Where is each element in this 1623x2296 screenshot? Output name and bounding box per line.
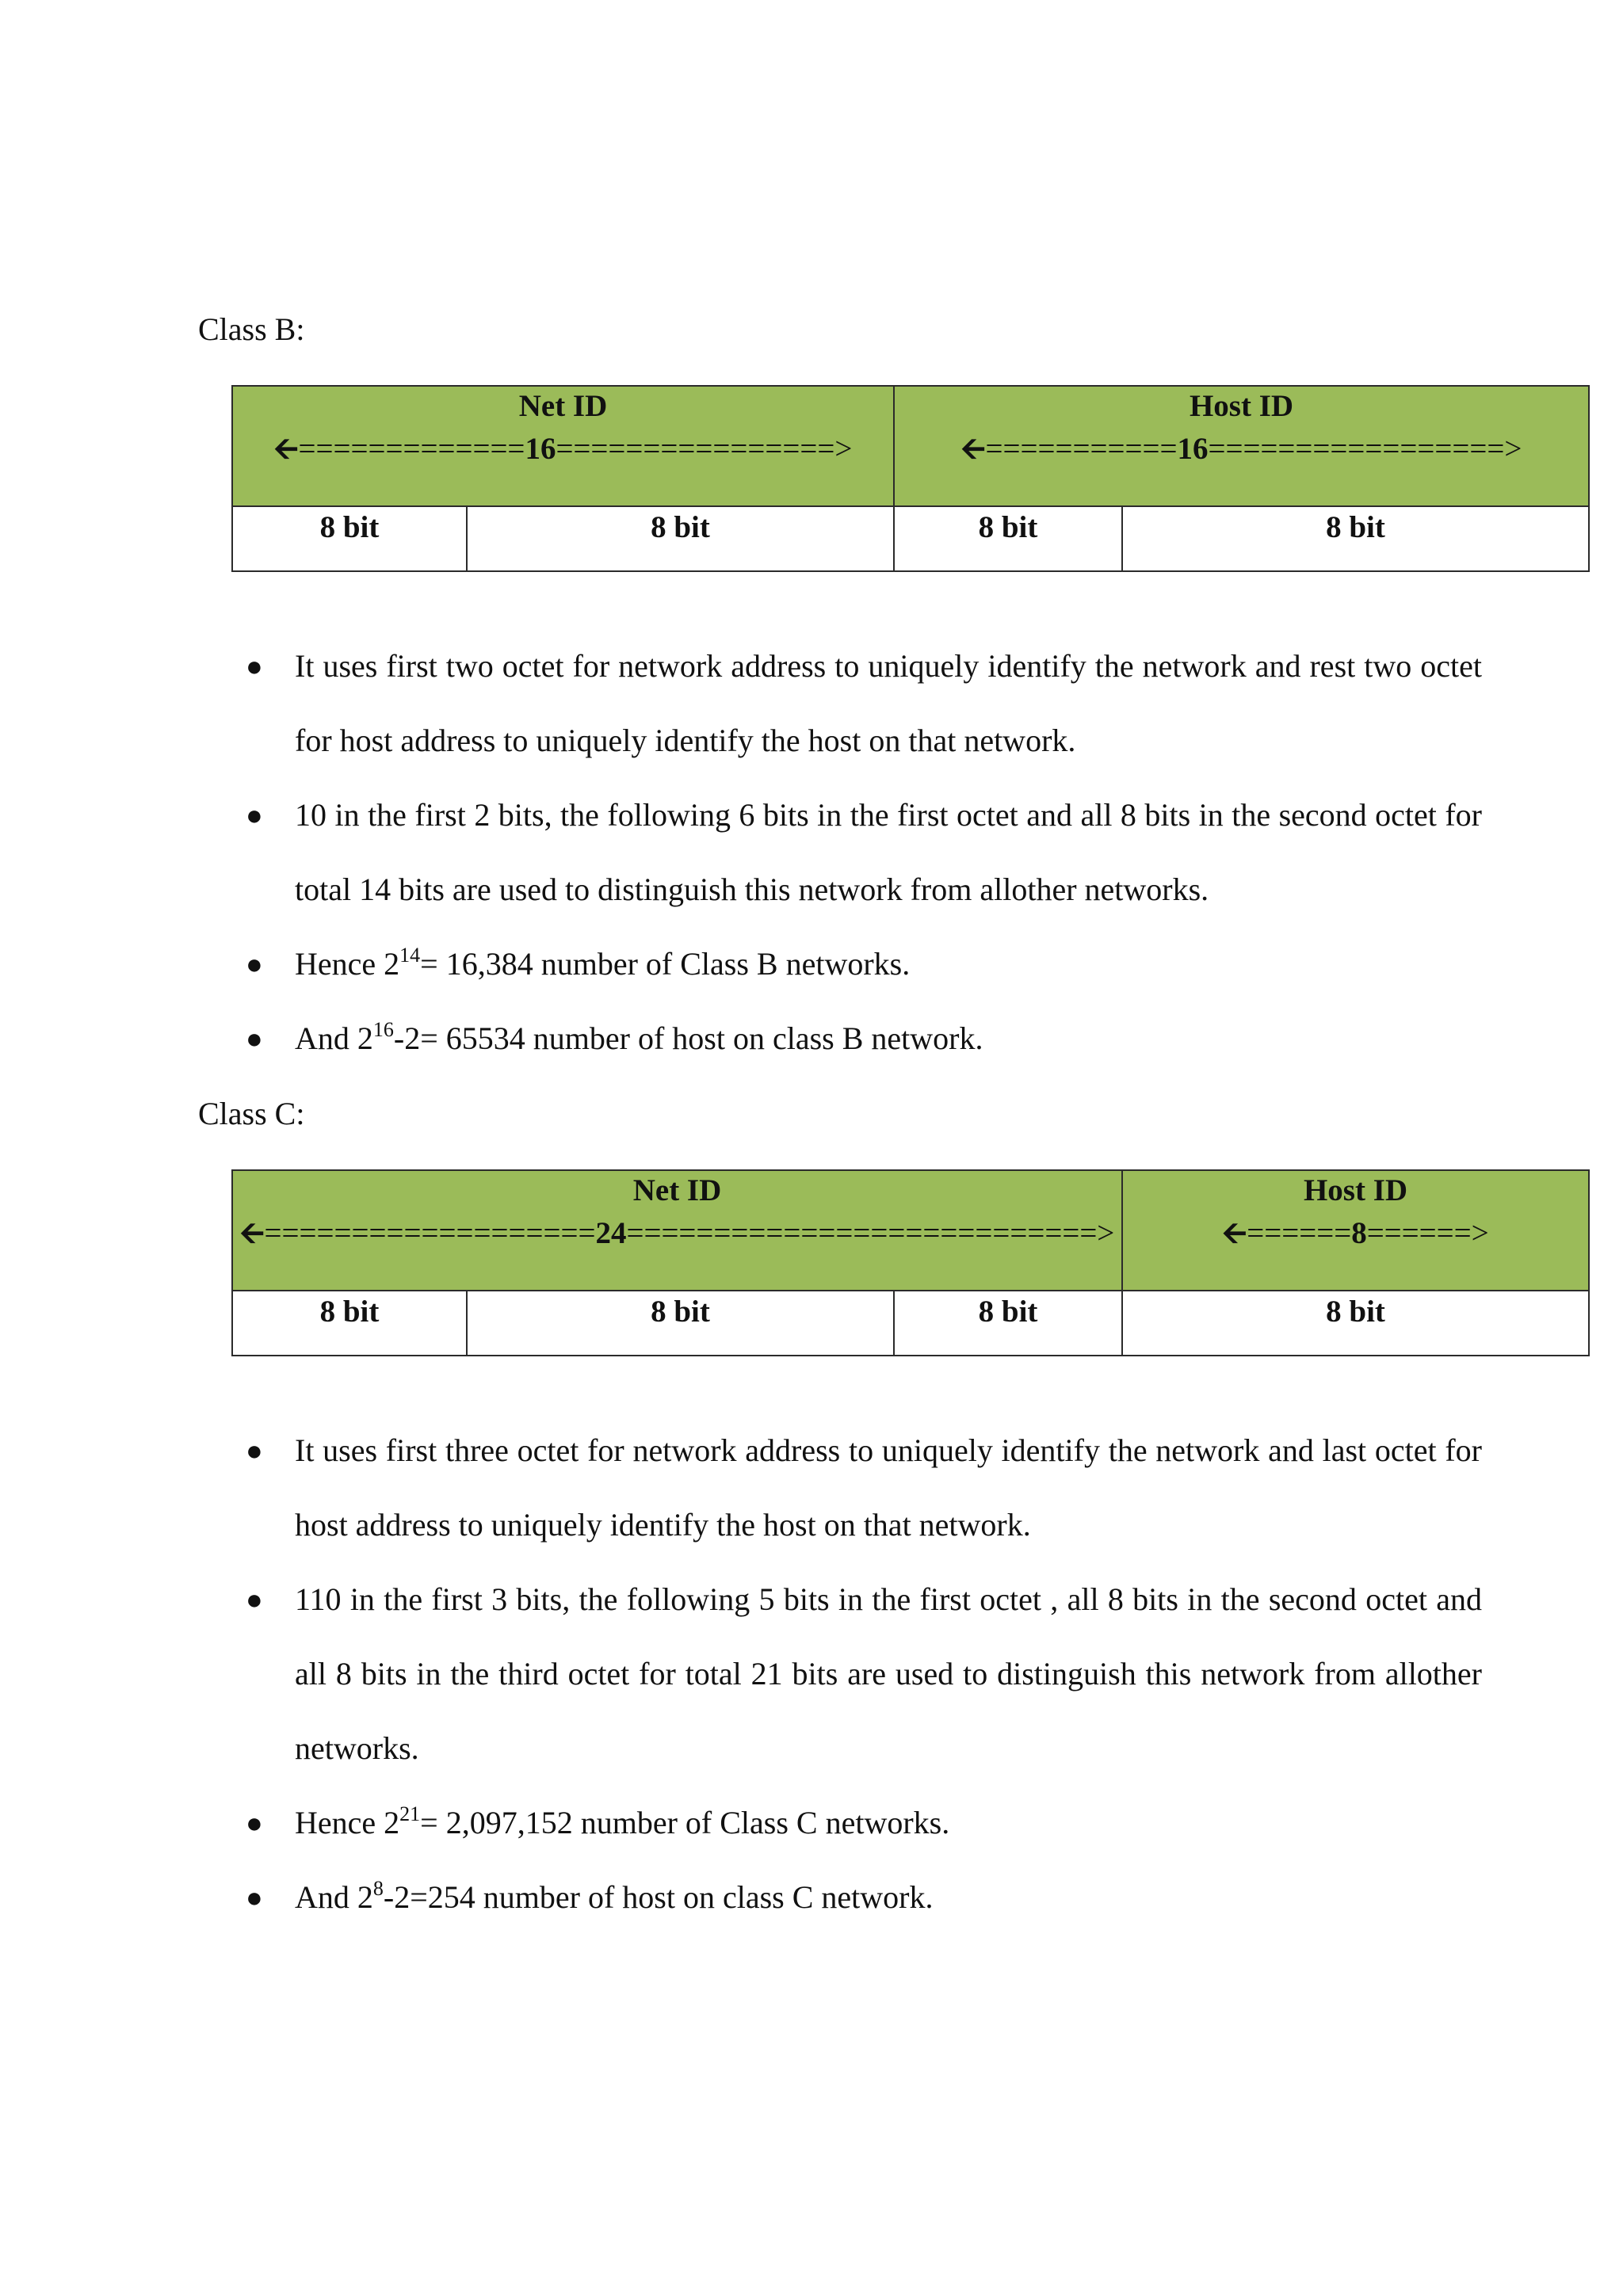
class-c-points [198, 1413, 1482, 1935]
left-arrow-icon: 🡨 [273, 431, 299, 466]
list-item: ● It uses first three octet for network address to uniquely identify the network and last octet for host address to uniquely identify the host on that network. [246, 1432, 1482, 1543]
class-c-net-arrow: 🡨===================24===========================> [239, 1215, 1115, 1250]
class-c-host-id-label: Host ID [1303, 1173, 1408, 1207]
list-item: ● Hence $2^{21}= 2,097,152$ number of Class C networks. [246, 1802, 950, 1840]
left-arrow-icon: 🡨 [960, 431, 986, 466]
class-b-octet-1: 8 bit [232, 506, 467, 571]
class-c-table [231, 1169, 1590, 1356]
class-c-octet-3: 8 bit [894, 1291, 1122, 1356]
class-c-octet-1: 8 bit [232, 1291, 467, 1356]
class-c-octet-4: 8 bit [1122, 1291, 1589, 1356]
class-b-octet-4: 8 bit [1122, 506, 1589, 571]
list-item: ● 110 in the first 3 bits, the following 5 bits in the first octet , all 8 bits in the second octet and all 8 bits in the third octet for total 21 bits are used to distinguish this network from allother networks. [246, 1581, 1482, 1766]
class-b-octet-2: 8 bit [467, 506, 894, 571]
class-b-net-arrow: 🡨=============16================> [273, 431, 853, 466]
class-b-host-id-label: Host ID [1189, 389, 1294, 423]
left-arrow-icon: 🡨 [1222, 1215, 1247, 1250]
class-c-host-arrow: 🡨======8======> [1222, 1215, 1489, 1250]
class-c-octet-2: 8 bit [467, 1291, 894, 1356]
list-item: ● Hence $2^{14}= 16,384$ number of Class B networks. [246, 944, 911, 982]
class-c-net-id-label: Net ID [632, 1173, 722, 1207]
class-b-heading: Class B: [198, 311, 305, 347]
class-b-net-id-cell [232, 386, 894, 506]
list-item: ● 10 in the first 2 bits, the following 6 bits in the first octet and all 8 bits in the second octet for total 14 bits are used to distinguish this network from allother networks. [246, 797, 1482, 907]
class-b-host-id-cell [894, 386, 1589, 506]
list-item: ● And $2^{16}-2= 65534$ number of host on class B network. [246, 1018, 983, 1056]
class-b-points [198, 629, 1482, 1076]
list-item: ● It uses first two octet for network address to uniquely identify the network and rest two octet for host address to uniquely identify the host on that network. [246, 648, 1482, 758]
class-c-heading: Class C: [198, 1096, 305, 1131]
left-arrow-icon: 🡨 [239, 1215, 265, 1250]
class-c-net-id-cell [232, 1170, 1122, 1291]
class-b-host-arrow: 🡨===========16=================> [960, 431, 1522, 466]
class-b-octet-3: 8 bit [894, 506, 1122, 571]
list-item: ● And $2^8-2=254$ number of host on class C network. [246, 1877, 934, 1915]
class-c-host-id-cell [1122, 1170, 1589, 1291]
class-b-table [231, 385, 1590, 572]
class-b-net-id-label: Net ID [518, 389, 608, 423]
